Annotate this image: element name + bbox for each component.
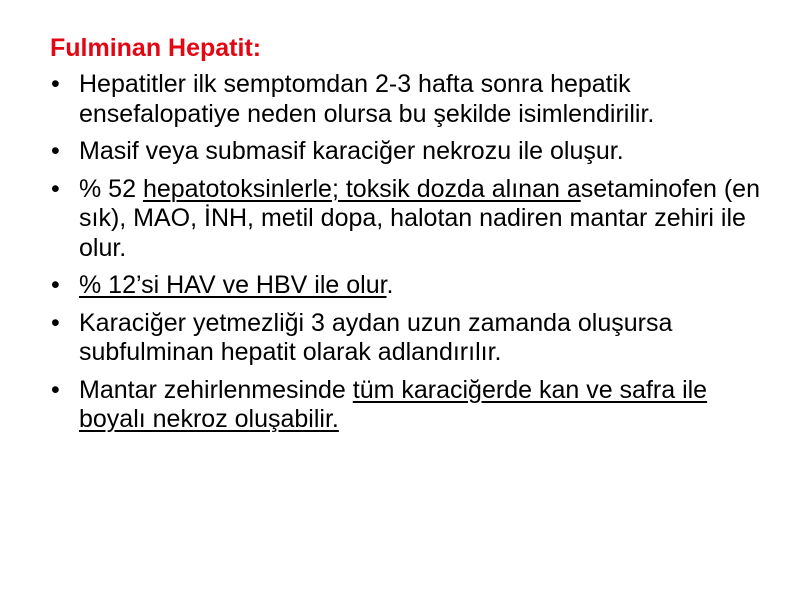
bullet-text: Masif veya submasif karaciğer nekrozu ile oluşur.: [79, 137, 624, 165]
underlined-text: hepatotoksinlerle; toksik dozda alınan a: [142, 174, 581, 203]
bullet-item: [0, 137, 760, 167]
bullet-text: Karaciğer yetmezliği 3 aydan uzun zamanda oluşursa subfulminan hepatit olarak adlandırılır.: [79, 308, 673, 366]
bullet-text-prefix: Mantar zehirlenmesinde: [79, 375, 353, 404]
bullet-item: [0, 309, 760, 368]
bullet-dot-icon: •: [51, 137, 60, 165]
bullet-text-prefix: % 52: [79, 174, 143, 203]
bullet-item: [0, 175, 760, 264]
bullet-dot-icon: •: [51, 70, 60, 98]
slide-title: Fulminan Hepatit:: [50, 34, 262, 62]
underlined-text: tüm karaciğerde kan ve safra ile boyalı nekroz oluşabilir.: [79, 375, 708, 433]
bullet-dot-icon: •: [51, 375, 60, 404]
bullet-dot-icon: •: [51, 308, 60, 337]
bullet-item: [0, 70, 760, 129]
bullet-dot-icon: •: [51, 271, 60, 299]
bullet-dot-icon: •: [51, 174, 60, 203]
bullet-item: [0, 271, 760, 301]
bullet-text-suffix: setaminofen (en sık), MAO, İNH, metil dopa, halotan nadiren mantar zehiri ile olur.: [79, 174, 760, 262]
bullet-text: Hepatitler ilk semptomdan 2-3 hafta sonra hepatik ensefalopatiye neden olursa bu şekilde isimlendirilir.: [79, 70, 655, 128]
bullet-text-suffix: .: [386, 271, 394, 299]
bullet-list: [0, 70, 760, 443]
bullet-item: [0, 376, 760, 435]
underlined-text: % 12’si HAV ve HBV ile olur: [79, 271, 387, 299]
